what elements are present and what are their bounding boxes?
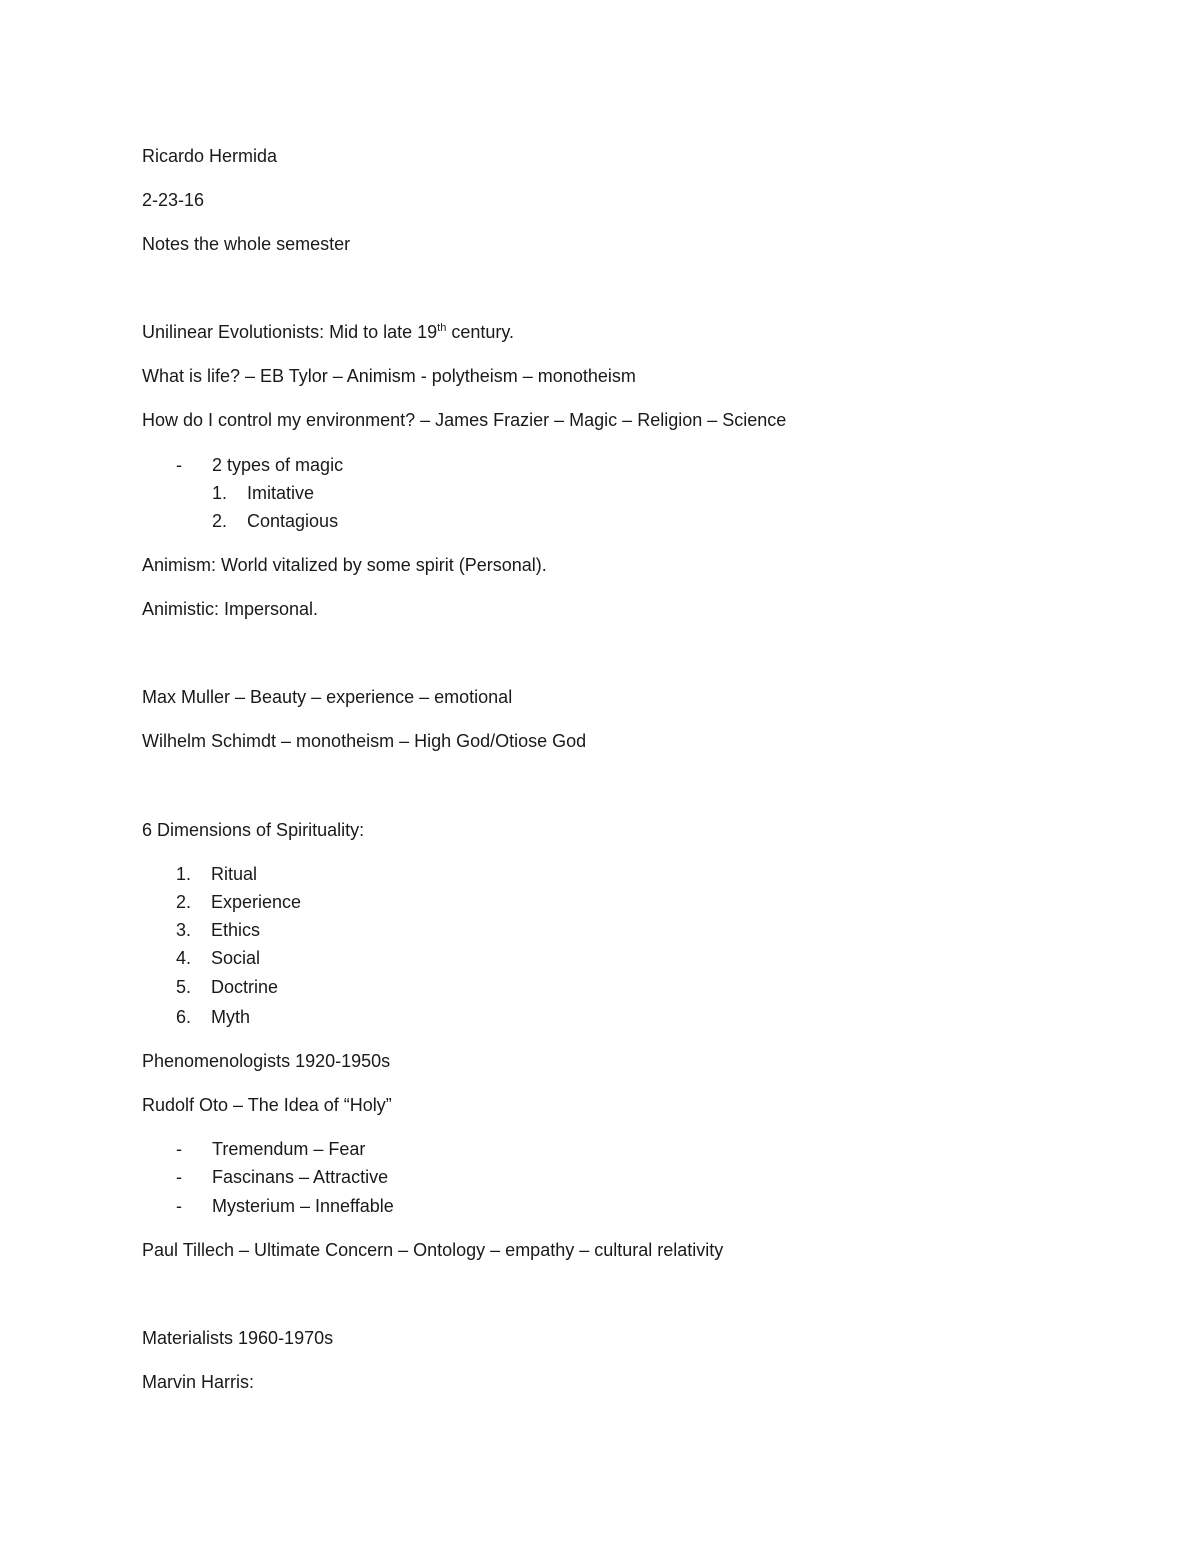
dimension-item (176, 1005, 250, 1029)
tillech-line: Paul Tillech – Ultimate Concern – Ontology – empathy – cultural relativity (142, 1240, 724, 1260)
note-date: 2-23-16 (142, 190, 205, 210)
unilinear-heading (142, 320, 514, 344)
list-text: Experience (211, 892, 302, 912)
list-number: 6. (176, 1007, 192, 1027)
magic-types-label: 2 types of magic (212, 455, 344, 475)
list-number: 1. (176, 864, 192, 884)
list-text: Social (211, 948, 261, 968)
oto-item: Fascinans – Attractive (212, 1167, 389, 1187)
list-number: 5. (176, 977, 192, 997)
magic-type-item (212, 481, 314, 505)
harris-line: Marvin Harris: (142, 1372, 255, 1392)
author-name: Ricardo Hermida (142, 146, 278, 166)
tylor-line: What is life? – EB Tylor – Animism - polytheism – monotheism (142, 366, 636, 386)
list-number: 1. (212, 483, 228, 503)
unilinear-heading-after: century. (446, 322, 515, 342)
oto-bullet: - (176, 1139, 182, 1159)
magic-bullet: - (176, 455, 182, 475)
list-text: Ritual (211, 864, 258, 884)
dimensions-heading: 6 Dimensions of Spirituality: (142, 820, 365, 840)
list-number: 2. (212, 511, 228, 531)
list-number: 3. (176, 920, 192, 940)
list-number: 4. (176, 948, 192, 968)
schimdt-line: Wilhelm Schimdt – monotheism – High God/Otiose God (142, 731, 587, 751)
list-text: Imitative (247, 483, 315, 503)
dimension-item (176, 918, 260, 942)
oto-line: Rudolf Oto – The Idea of “Holy” (142, 1095, 392, 1115)
dimension-item (176, 862, 257, 886)
oto-item: Mysterium – Inneffable (212, 1196, 394, 1216)
list-text: Doctrine (211, 977, 279, 997)
oto-bullet: - (176, 1167, 182, 1187)
oto-bullet: - (176, 1196, 182, 1216)
animism-definition: Animism: World vitalized by some spirit (Personal). (142, 555, 547, 575)
dimension-item (176, 946, 260, 970)
note-subtitle: Notes the whole semester (142, 234, 351, 254)
oto-item: Tremendum – Fear (212, 1139, 366, 1159)
dimension-item (176, 975, 278, 999)
magic-type-item (212, 509, 338, 533)
materialists-heading: Materialists 1960-1970s (142, 1328, 334, 1348)
frazier-line: How do I control my environment? – James Frazier – Magic – Religion – Science (142, 410, 787, 430)
unilinear-heading-before: Unilinear Evolutionists: Mid to late 19 (142, 322, 438, 342)
muller-line: Max Muller – Beauty – experience – emotional (142, 687, 513, 707)
phenomenologists-heading: Phenomenologists 1920-1950s (142, 1051, 391, 1071)
list-number: 2. (176, 892, 192, 912)
animistic-definition: Animistic: Impersonal. (142, 599, 319, 619)
list-text: Contagious (247, 511, 339, 531)
dimension-item (176, 890, 301, 914)
unilinear-heading-sup: th (437, 322, 447, 334)
list-text: Ethics (211, 920, 261, 940)
list-text: Myth (211, 1007, 251, 1027)
